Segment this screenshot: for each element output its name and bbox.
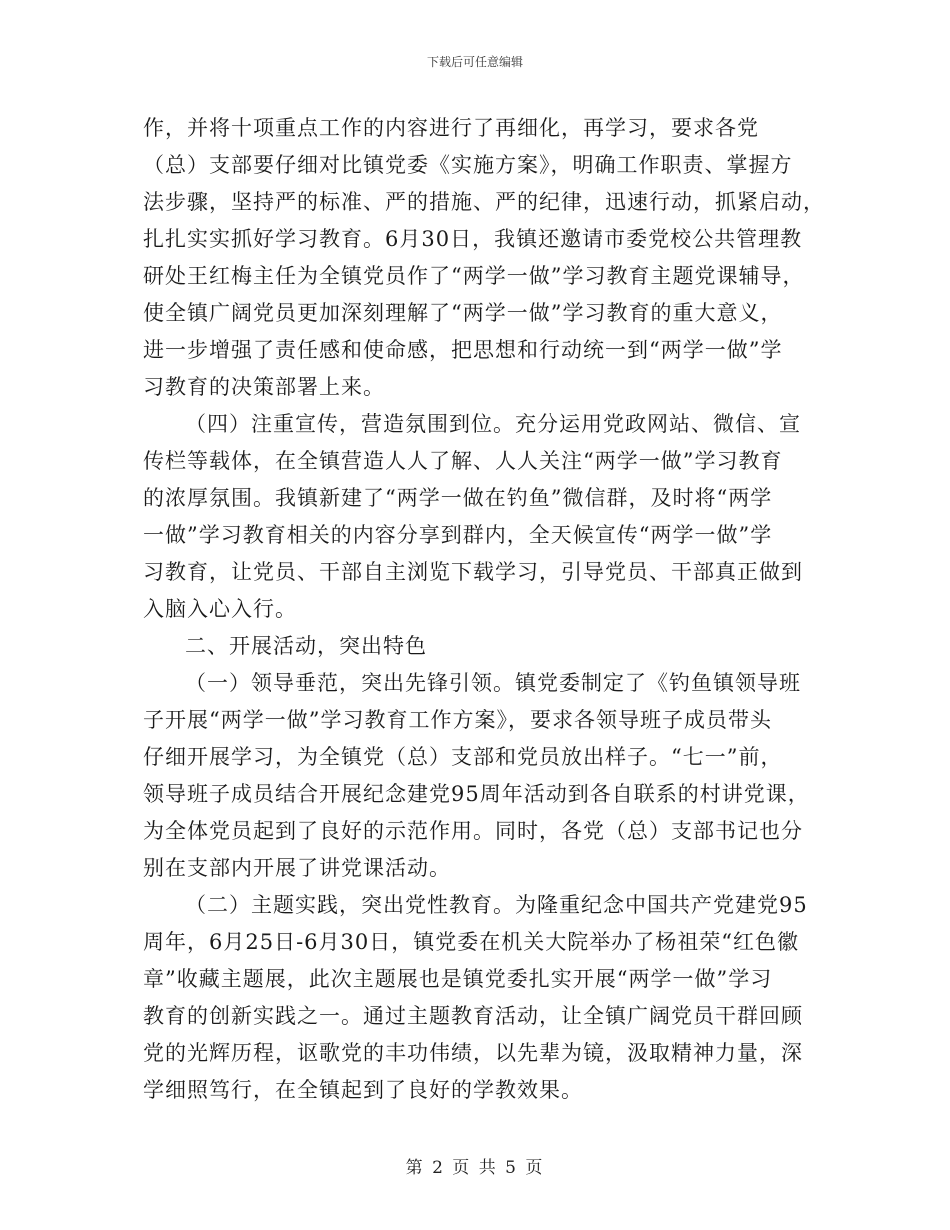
body-line: 入脑入心入行。 <box>143 597 297 621</box>
body-line: （总）支部要仔细对比镇党委《实施方案》，明确工作职责、掌握方 <box>143 153 793 177</box>
page-footer: 第 2 页 共 5 页 <box>405 1158 545 1178</box>
body-line: 教育的创新实践之一。通过主题教育活动，让全镇广阔党员干群回顾 <box>143 1004 803 1028</box>
body-line: 党的光辉历程，讴歌党的丰功伟绩，以先辈为镜，汲取精神力量，深 <box>143 1041 803 1065</box>
body-line: 习教育的决策部署上来。 <box>143 375 385 399</box>
body-line: 领导班子成员结合开展纪念建党95周年活动到各自联系的村讲党课， <box>143 782 810 806</box>
body-line: 周年，6月25日-6月30日，镇党委在机关大院举办了杨祖荣“红色徽 <box>143 930 799 954</box>
body-line: 章”收藏主题展，此次主题展也是镇党委扎实开展“两学一做”学习 <box>143 967 773 991</box>
body-line: 进一步增强了责任感和使命感，把思想和行动统一到“两学一做”学 <box>143 338 783 362</box>
body-line: 作，并将十项重点工作的内容进行了再细化，再学习，要求各党 <box>143 116 759 140</box>
body-line: 学细照笃行，在全镇起到了良好的学教效果。 <box>143 1078 583 1102</box>
paragraph-start-line: （四）注重宣传，营造氛围到位。充分运用党政网站、微信、宣 <box>185 412 801 436</box>
document-body <box>143 110 825 1109</box>
page-header: 下载后可任意编辑 <box>426 55 523 69</box>
body-line: 别在支部内开展了讲党课活动。 <box>143 856 451 880</box>
body-line: 子开展“两学一做”学习教育工作方案》，要求各领导班子成员带头 <box>143 708 772 732</box>
body-line: 为全体党员起到了良好的示范作用。同时，各党（总）支部书记也分 <box>143 819 803 843</box>
body-line: 仔细开展学习，为全镇党（总）支部和党员放出样子。“七一”前， <box>143 745 783 769</box>
body-line: 的浓厚氛围。我镇新建了“两学一做在钓鱼”微信群，及时将“两学 <box>143 486 773 510</box>
paragraph-start-line: （二）主题实践，突出党性教育。为隆重纪念中国共产党建党95 <box>185 893 808 917</box>
body-line: 使全镇广阔党员更加深刻理解了“两学一做”学习教育的重大意义， <box>143 301 783 325</box>
body-line: 法步骤，坚持严的标准、严的措施、严的纪律，迅速行动，抓紧启动， <box>143 190 825 214</box>
body-line: 习教育，让党员、干部自主浏览下载学习，引导党员、干部真正做到 <box>143 560 803 584</box>
body-line: 研处王红梅主任为全镇党员作了“两学一做”学习教育主题党课辅导， <box>143 264 805 288</box>
body-line: 扎扎实实抓好学习教育。6月30日，我镇还邀请市委党校公共管理教 <box>143 227 803 251</box>
body-line: 一做”学习教育相关的内容分享到群内，全天候宣传“两学一做”学 <box>143 523 773 547</box>
paragraph-start-line: （一）领导垂范，突出先锋引领。镇党委制定了《钓鱼镇领导班 <box>185 671 801 695</box>
section-heading: 二、开展活动，突出特色 <box>185 634 427 658</box>
body-line: 传栏等载体，在全镇营造人人了解、人人关注“两学一做”学习教育 <box>143 449 783 473</box>
